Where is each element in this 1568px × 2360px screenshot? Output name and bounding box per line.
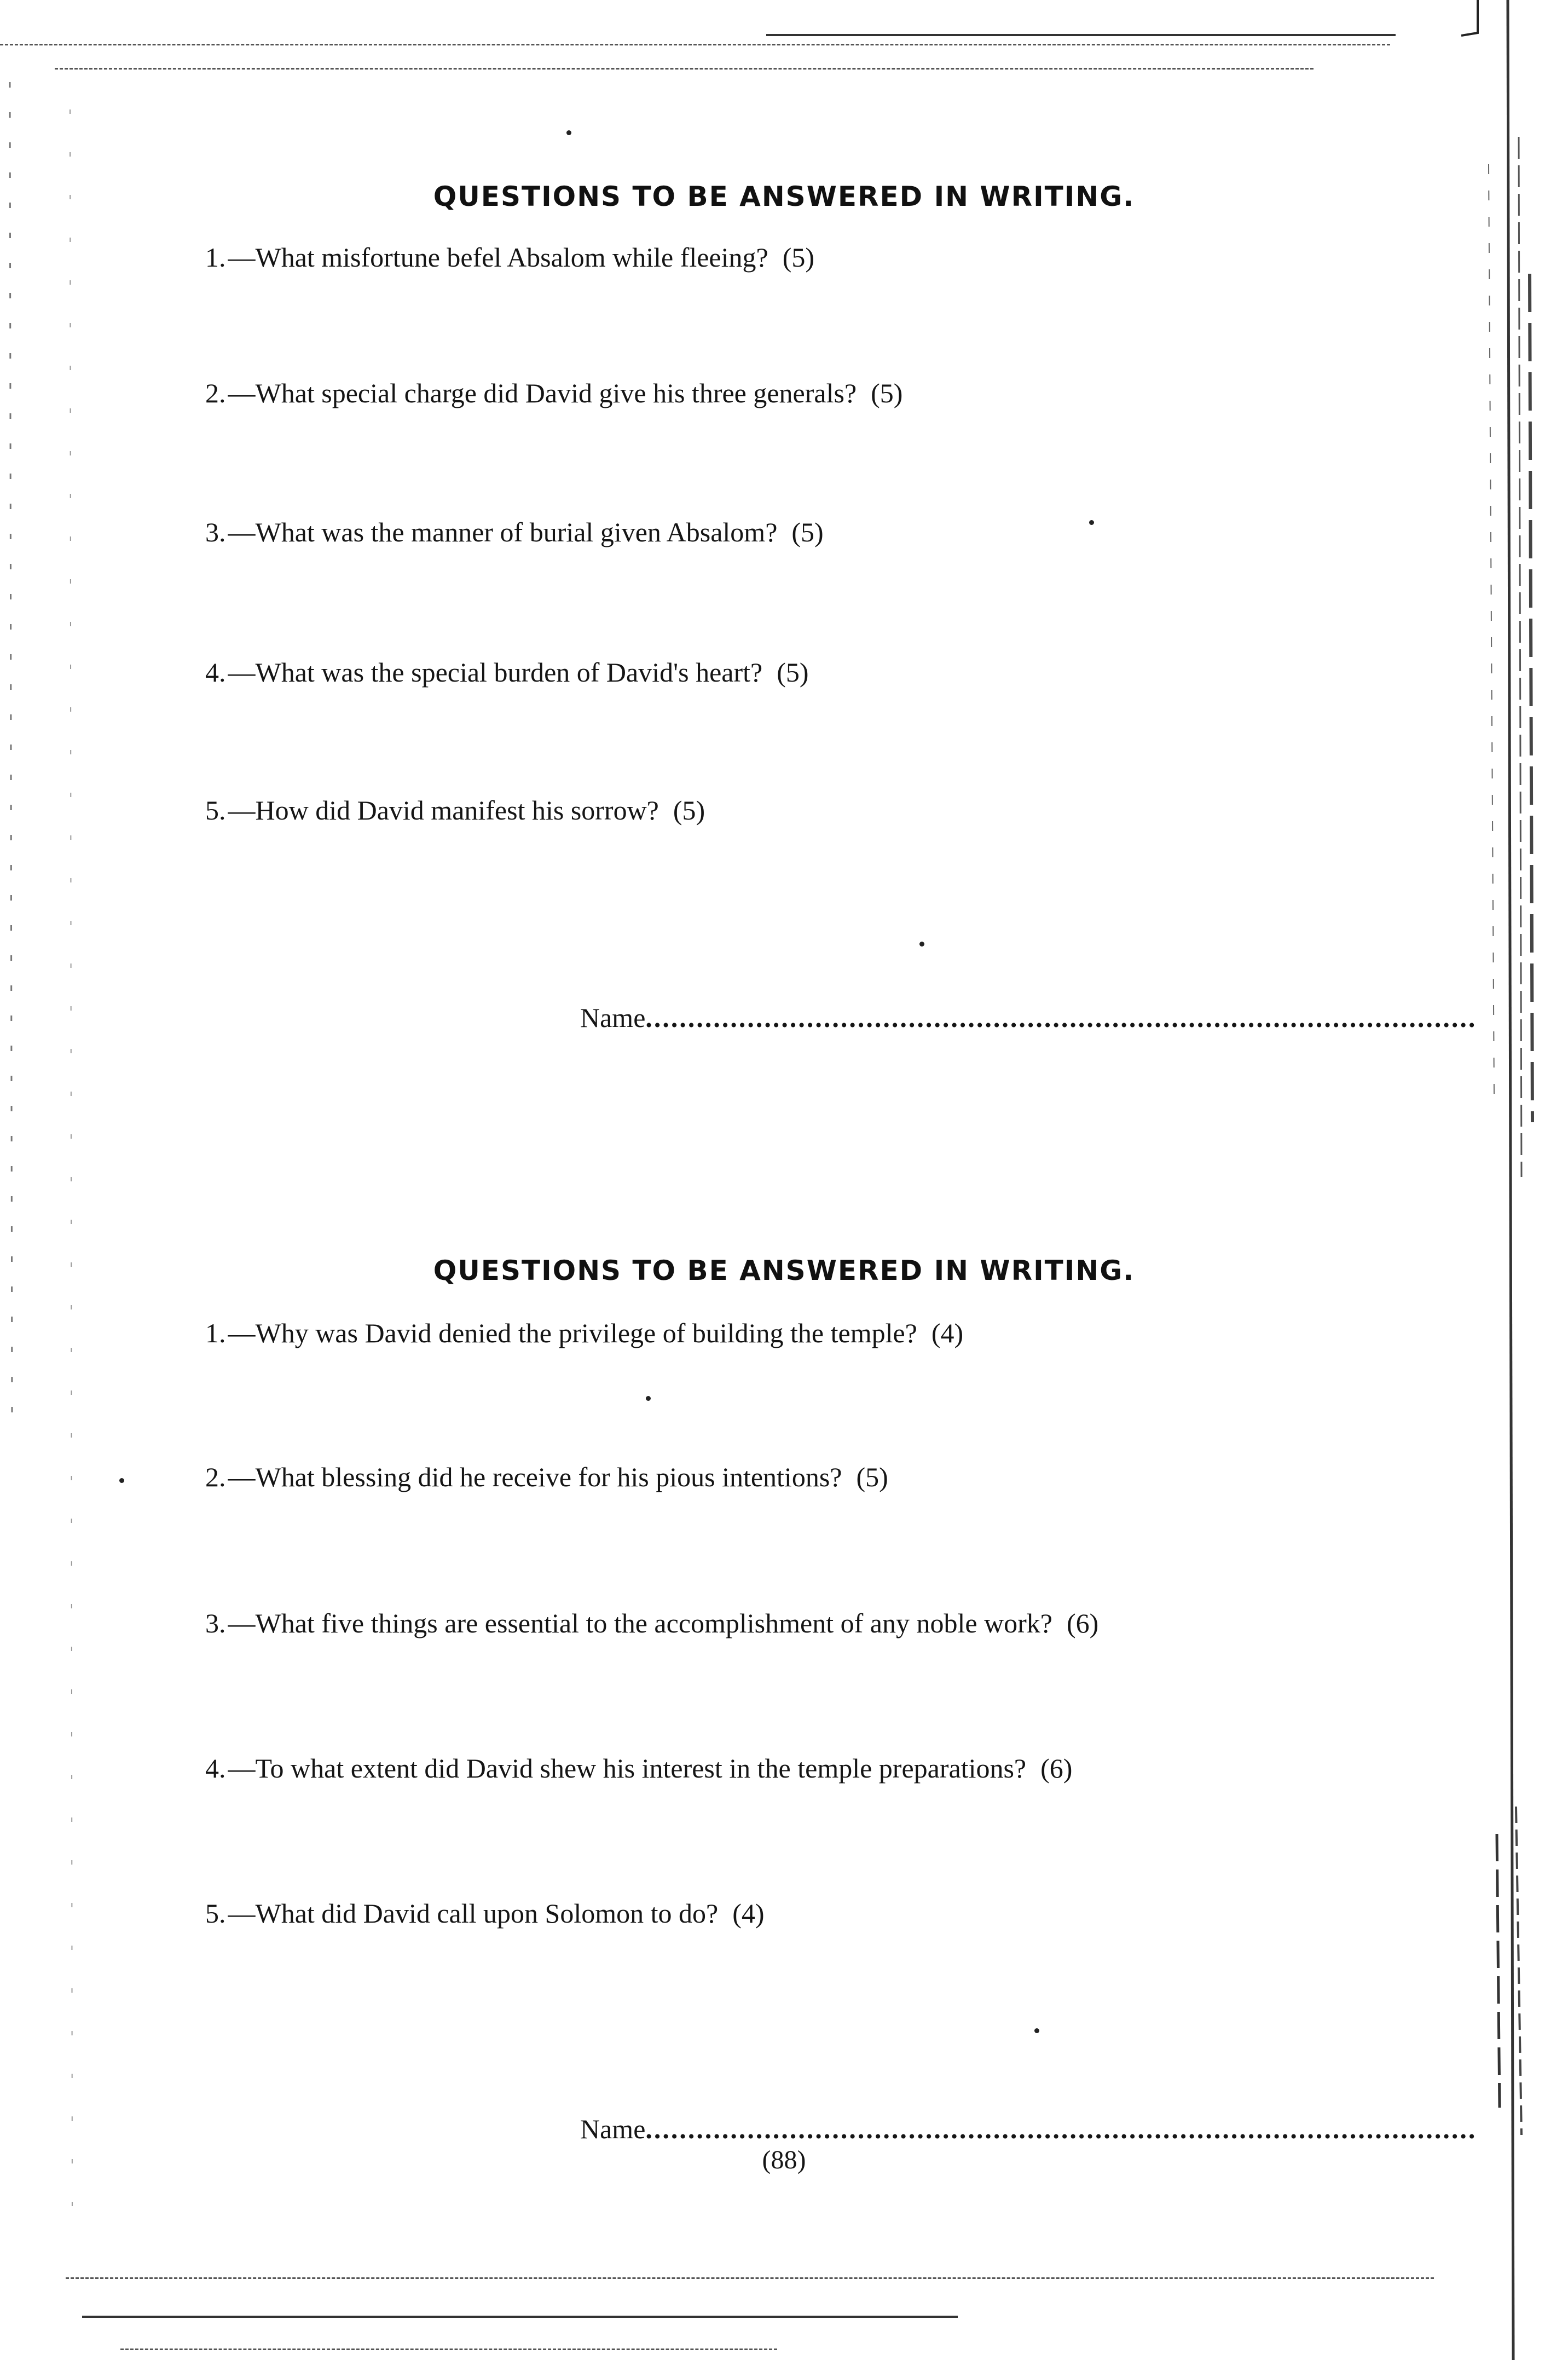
section-2-question-5 [205,1897,765,1930]
question-text: —What misfortune befel Absalom while fleeing? [228,242,768,273]
question-marks: (5) [791,517,824,547]
question-text: —Why was David denied the privilege of building the temple? [228,1318,917,1348]
question-marks: (4) [931,1318,964,1348]
scan-speck [1034,2028,1039,2033]
section-2-name-line [580,2113,1477,2145]
page-number: (88) [762,2145,806,2174]
question-text: —To what extent did David shew his interest in the temple preparations? [228,1753,1027,1784]
scan-top-rule-solid [766,34,1396,36]
question-marks: (5) [782,242,815,273]
scan-bottom-rule [66,2277,1434,2279]
question-marks: (6) [1040,1753,1073,1784]
scan-speck [646,1396,651,1401]
question-marks: (5) [871,378,903,408]
section-2-question-2 [205,1461,888,1493]
scan-speck [566,130,571,135]
name-fill-dots: .................................................................................................. [645,1002,1477,1033]
section-2-question-4 [205,1752,1072,1785]
section-1-question-4 [205,656,809,689]
scan-bottom-rule-solid [82,2316,958,2318]
section-2-question-1 [205,1317,963,1349]
scan-speck [919,942,924,947]
section-1-question-2 [205,377,902,409]
name-fill-dots: .................................................................................................. [645,2114,1477,2144]
question-number: 3. [205,517,226,547]
scan-top-rule-2 [55,68,1314,70]
question-number: 2. [205,1462,226,1492]
question-number: 2. [205,378,226,408]
question-text: —How did David manifest his sorrow? [228,795,659,826]
section-2-title: QUESTIONS TO BE ANSWERED IN WRITING. [433,1255,1135,1286]
section-1-question-1 [205,241,814,274]
question-number: 1. [205,242,226,273]
question-marks: (6) [1067,1608,1099,1638]
question-marks: (4) [732,1898,765,1929]
name-label: Name [580,2114,646,2144]
section-1-question-3 [205,516,824,549]
scan-speck [119,1478,124,1483]
question-text: —What was the manner of burial given Absalom? [228,517,778,547]
scan-bottom-rule-2 [120,2349,777,2350]
question-number: 5. [205,795,226,826]
question-number: 4. [205,657,226,688]
scan-speck [1089,520,1094,525]
question-number: 3. [205,1608,226,1638]
question-number: 4. [205,1753,226,1784]
question-marks: (5) [777,657,809,688]
scan-top-rule [0,44,1390,45]
question-text: —What was the special burden of David's heart? [228,657,763,688]
section-1-title: QUESTIONS TO BE ANSWERED IN WRITING. [433,181,1135,212]
name-label: Name [580,1002,646,1033]
scan-edge-right [1456,0,1568,2360]
question-number: 1. [205,1318,226,1348]
question-text: —What special charge did David give his three generals? [228,378,857,408]
section-2-question-3 [205,1607,1098,1640]
question-text: —What five things are essential to the accomplishment of any noble work? [228,1608,1052,1638]
question-marks: (5) [856,1462,888,1492]
scan-edge-left [0,0,115,2360]
question-marks: (5) [673,795,705,826]
section-1-question-5 [205,794,705,827]
question-text: —What blessing did he receive for his pious intentions? [228,1462,842,1492]
question-text: —What did David call upon Solomon to do? [228,1898,719,1929]
section-1-name-line [580,1002,1477,1034]
question-number: 5. [205,1898,226,1929]
